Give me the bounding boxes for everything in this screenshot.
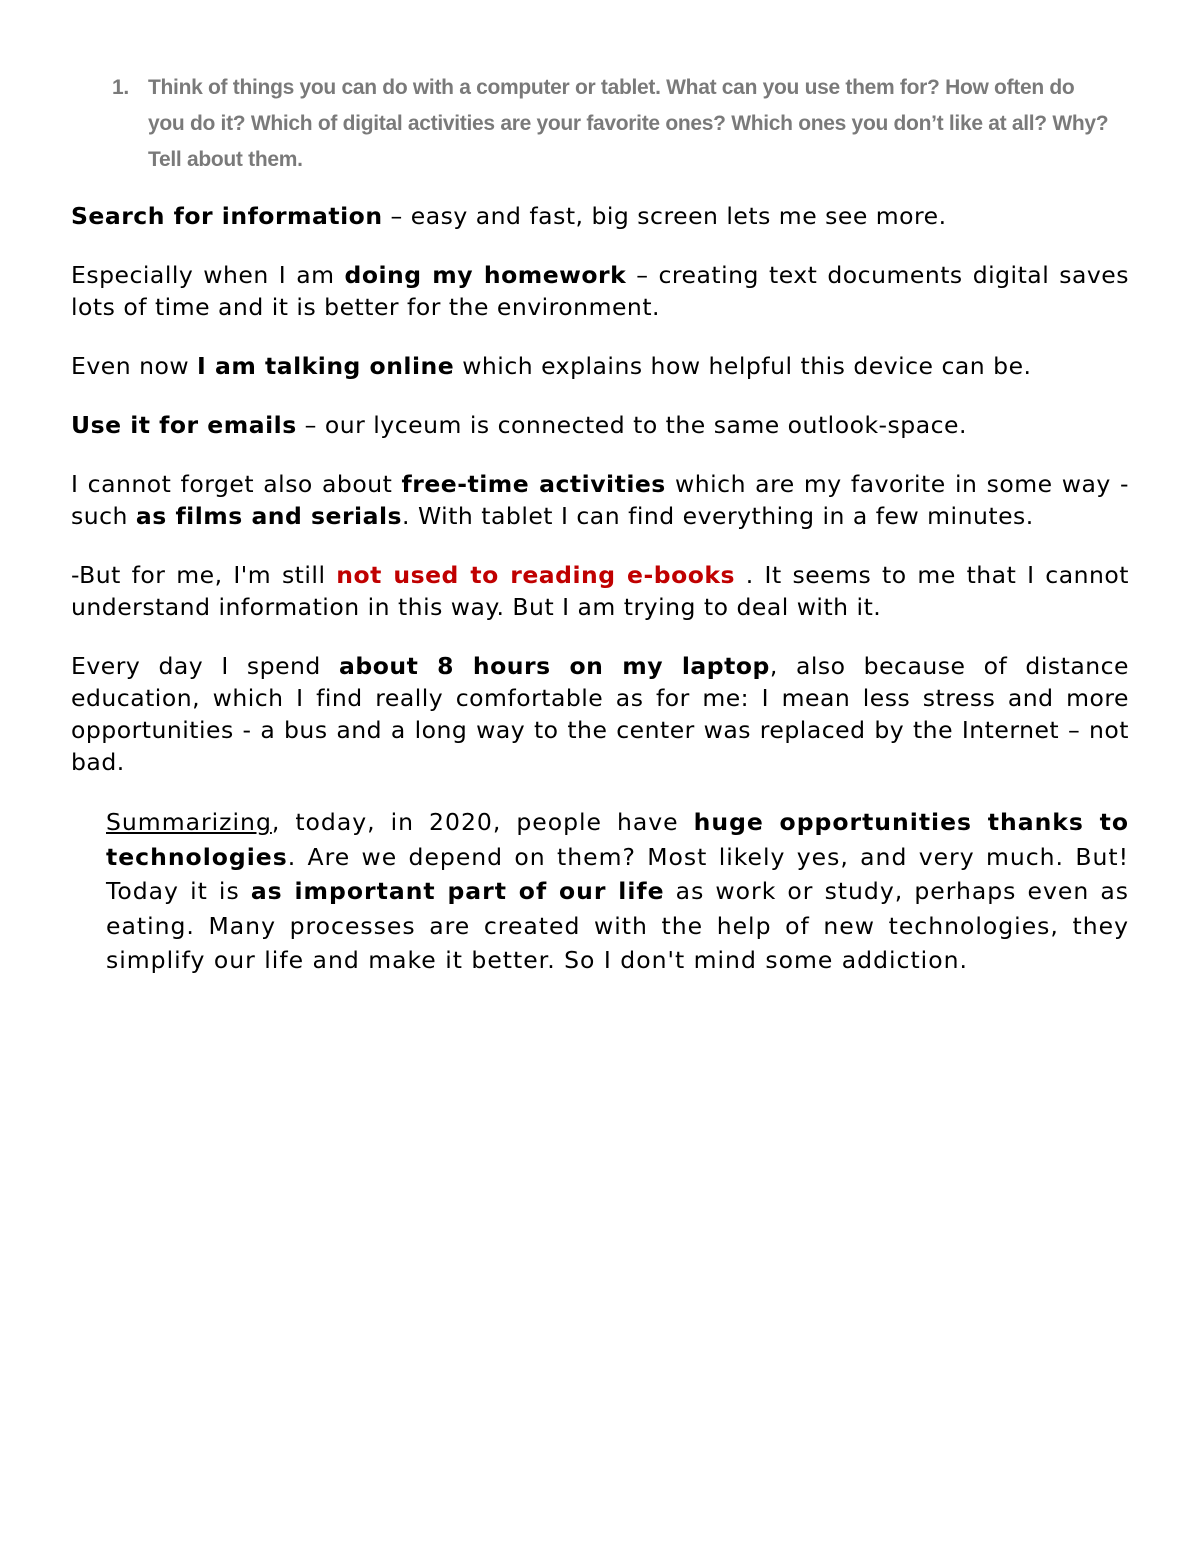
paragraph-emails <box>71 409 1129 441</box>
text-run: I cannot forget also about <box>71 470 402 498</box>
text-run: , also because of distance education, which I find really comfortable as for me: I mean less stress and more opportunities - a bus and a long way to the center was replaced by the Internet – not bad. <box>71 652 1130 776</box>
text-run: . It seems to me that I cannot understand information in this way. But I am trying to deal with it. <box>71 561 1129 621</box>
bold-phrase: Use it for emails <box>71 411 297 439</box>
text-run: – easy and fast, big screen lets me see more. <box>382 202 947 230</box>
bold-phrase: Search for information <box>71 202 383 230</box>
text-run: , today, in 2020, people have <box>271 808 694 836</box>
question-number: 1. <box>112 76 129 99</box>
bold-phrase: I am talking online <box>197 352 455 380</box>
text-run: . Are we depend on them? Most likely yes, and very much. But! Today it is <box>106 842 1129 905</box>
question-item <box>112 70 1112 178</box>
bold-phrase: about 8 hours on my laptop <box>339 652 770 680</box>
underlined-word: Summarizing <box>106 808 272 836</box>
text-run: – our lyceum is connected to the same outlook-space. <box>296 411 967 439</box>
bold-phrase: huge opportunities thanks to technologies <box>106 808 1129 871</box>
paragraph-ebooks <box>71 559 1129 623</box>
paragraph-summary <box>106 805 1129 978</box>
text-run: which are my favorite in some way - such <box>71 470 1129 530</box>
red-highlight-phrase: not used to reading e-books <box>336 561 735 589</box>
text-run: Especially when I am <box>71 261 345 289</box>
bold-phrase: as films and serials <box>135 502 403 530</box>
paragraph-free-time <box>71 468 1129 532</box>
text-run: . With tablet I can find everything in a few minutes. <box>402 502 1034 530</box>
text-run: -But for me, I'm still <box>71 561 337 589</box>
paragraph-talking-online <box>71 350 1129 382</box>
bold-phrase: doing my homework <box>344 261 627 289</box>
text-run: – creating text documents digital saves lots of time and it is better for the environment. <box>71 261 1129 321</box>
paragraph-search-info <box>71 200 1129 232</box>
text-run: as work or study, perhaps even as eating. Many processes are created with the help of new technologies, they simplify our life and make it better. So I don't mind some addiction. <box>106 877 1129 974</box>
text-run: Every day I spend <box>71 652 340 680</box>
text-run: Even now <box>71 352 198 380</box>
text-run: which explains how helpful this device can be. <box>454 352 1032 380</box>
paragraph-homework <box>71 259 1129 323</box>
bold-phrase: free-time activities <box>401 470 666 498</box>
bold-phrase: as important part of our life <box>250 877 665 905</box>
answer-body <box>71 200 1129 1005</box>
question-text: Think of things you can do with a computer or tablet. What can you use them for? How often do you do it? Which of digital activities are your favorite ones? Which ones you don’t like at all? Why? Tell about them. <box>148 76 1109 171</box>
paragraph-laptop-hours <box>71 650 1129 778</box>
